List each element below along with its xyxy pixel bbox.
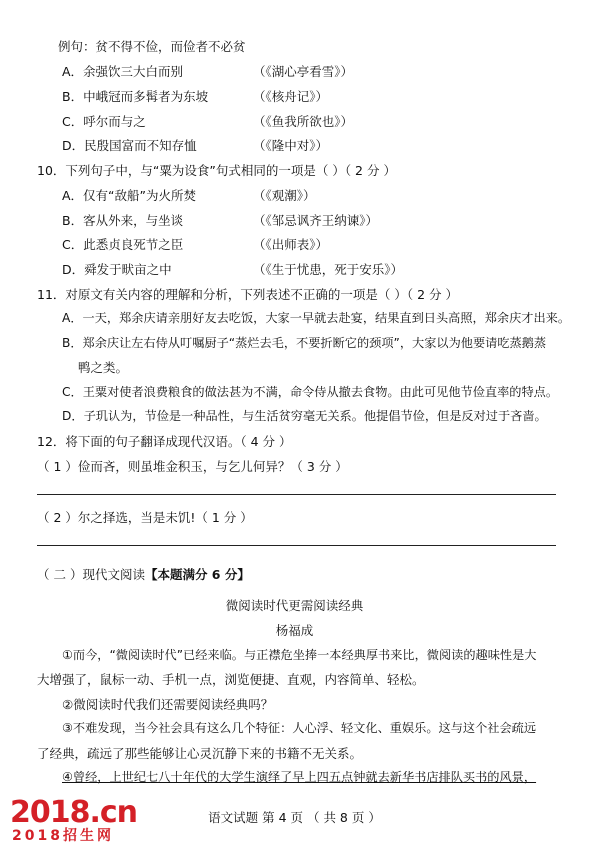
q11-option-c: C．王粟对使者浪费粮食的做法甚为不满，命令侍从撤去食物。由此可见他节俭直率的特点。 [62, 385, 559, 399]
q9-option-b: B．中峨冠而多髯者为东坡 [62, 89, 209, 104]
paragraph-1-line-1: ①而今，“微阅读时代”已经来临。与正襟危坐捧一本经典厚书来比，微阅读的趣味性是大 [62, 648, 537, 662]
q11-option-d: D．子玑认为，节俭是一种品性，与生活贫穷毫无关系。他提倡节俭，但是反对过于吝啬。 [62, 409, 547, 423]
q10-stem: 10．下列句子中，与“粟为设食”句式相同的一项是（ ）（ 2 分 ） [37, 163, 396, 178]
article-title: 微阅读时代更需阅读经典 [225, 598, 364, 613]
q9-option-c-source: （《鱼我所欲也》） [253, 114, 354, 129]
section-heading [37, 567, 250, 582]
q12-sentence-1: （ 1 ）俭而吝，则虽堆金积玉，与乞儿何异？（ 3 分 ） [37, 459, 348, 474]
section-heading-score: 【本题满分 6 分】 [144, 567, 250, 582]
q9-option-a: A．余强饮三大白而别 [62, 64, 184, 79]
paragraph-4-line-1: ④曾经，上世纪七八十年代的大学生演绎了早上四五点钟就去新华书店排队买书的风景， [62, 770, 537, 784]
q10-option-b-source: （《邹忌讽齐王纳谏》） [253, 213, 379, 228]
q9-option-d-source: （《隆中对》） [253, 138, 329, 153]
paragraph-2: ②微阅读时代我们还需要阅读经典吗？ [62, 697, 274, 712]
page-footer: 语文试题 第 4 页 （ 共 8 页 ） [208, 810, 381, 825]
q11-stem: 11．对原文有关内容的理解和分析，下列表述不正确的一项是（ ）（ 2 分 ） [37, 287, 459, 302]
q10-option-a: A．仅有“敌船”为火所焚 [62, 188, 197, 203]
q9-option-b-source: （《核舟记》） [253, 89, 329, 104]
q10-option-c: C．此悉贞良死节之臣 [62, 237, 184, 252]
article-author: 杨福成 [275, 623, 314, 638]
q10-option-a-source: （《观潮》） [253, 188, 316, 203]
q11-option-b-line1: B．郑余庆让左右侍从叮嘱厨子“蒸烂去毛，不要折断它的颈项”，大家以为他要请吃蒸鹅蒸 [62, 336, 547, 350]
watermark-sub-text: 2018招生网 [12, 828, 114, 844]
q10-option-d-source: （《生于忧患，死于安乐》） [253, 262, 404, 277]
q9-option-d: D．民殷国富而不知存恤 [62, 138, 197, 153]
paragraph-1-line-2: 大增强了，鼠标一动、手机一点，浏览便捷、直观，内容简单、轻松。 [37, 672, 425, 687]
example-sentence: 例句：贫不得不俭，而俭者不必贫 [58, 39, 246, 54]
section-heading-label: （ 二 ）现代文阅读 [37, 567, 145, 582]
q10-option-d: D．舜发于畎亩之中 [62, 262, 172, 277]
q11-option-b-line2: 鸭之类。 [78, 360, 129, 375]
q12-sentence-2: （ 2 ）尔之择选，当是未饥!（ 1 分 ） [37, 510, 253, 525]
q12-stem: 12．将下面的句子翻译成现代汉语。（ 4 分 ） [37, 434, 292, 449]
q11-option-a: A．一天，郑余庆请亲朋好友去吃饭，大家一早就去赴宴，结果直到日头高照，郑余庆才出来。 [62, 311, 571, 325]
paragraph-3-line-1: ③不难发现，当今社会具有这么几个特征：人心浮、轻文化、重娱乐。这与这个社会疏远 [62, 721, 537, 735]
q9-option-c: C．呼尔而与之 [62, 114, 146, 129]
watermark-main-text: 2018.cn [10, 795, 138, 830]
paragraph-3-line-2: 了经典，疏远了那些能够让心灵沉静下来的书籍不无关系。 [37, 746, 363, 761]
q10-option-c-source: （《出师表》） [253, 237, 329, 252]
q9-option-a-source: （《湖心亭看雪》） [253, 64, 354, 79]
answer-line-2 [37, 545, 556, 546]
q10-option-b: B．客从外来，与坐谈 [62, 213, 184, 228]
answer-line-1 [37, 494, 556, 495]
